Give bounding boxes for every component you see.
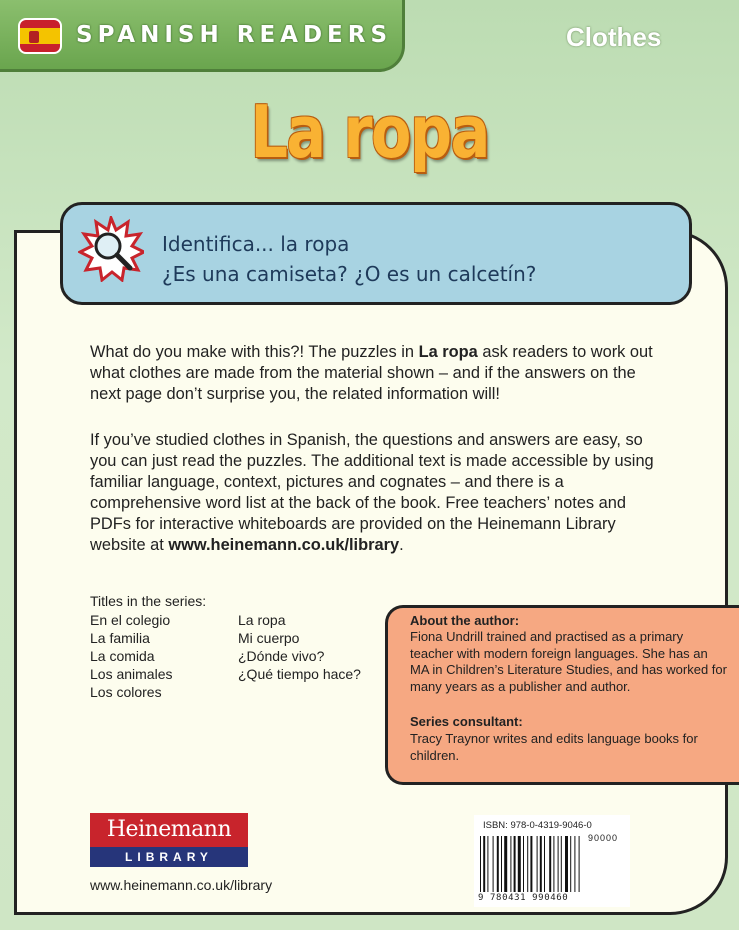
list-item: ¿Dónde vivo?	[238, 648, 325, 664]
identifica-line-1: Identifica... la ropa	[162, 232, 350, 256]
author-heading: About the author:	[410, 613, 520, 628]
series-title: SPANISH READERS	[76, 22, 393, 48]
identifica-line-2: ¿Es una camiseta? ¿O es un calcetín?	[162, 262, 537, 286]
description-paragraph-2	[90, 430, 670, 556]
p1-text-after: ask readers to work out what clothes are made from the material shown – and if the answers on the next page don’t surprise you, the related information will!	[90, 343, 653, 403]
price-code: 90000	[588, 833, 619, 843]
description-paragraph-1	[90, 342, 670, 405]
book-title: La ropa	[250, 90, 489, 174]
publisher-logo	[90, 813, 248, 869]
author-text: Fiona Undrill trained and practised as a primary teacher with modern foreign languages. She has an MA in Children’s Literature Studies, and has worked for many years as a publisher and author.	[410, 629, 727, 694]
titles-heading: Titles in the series:	[90, 593, 207, 609]
list-item: Los colores	[90, 684, 162, 700]
flag-crest	[29, 31, 39, 43]
isbn-label: ISBN: 978-0-4319-9046-0	[483, 820, 592, 831]
titles-list-col-2	[238, 611, 361, 683]
topic-label: Clothes	[566, 22, 662, 52]
list-item: La ropa	[238, 612, 286, 628]
footer-url: www.heinemann.co.uk/library	[90, 877, 273, 893]
list-item: ¿Qué tiempo hace?	[238, 666, 361, 682]
consultant-heading: Series consultant:	[410, 714, 523, 729]
logo-subtitle: LIBRARY	[90, 847, 248, 867]
magnifier-icon	[78, 216, 144, 282]
isbn-digits: 9 780431 990460	[478, 893, 569, 903]
logo-wordmark: Heinemann	[90, 813, 248, 847]
p2-text-after: .	[399, 536, 404, 554]
titles-list-col-1	[90, 611, 173, 701]
consultant-text: Tracy Traynor writes and edits language books for children.	[410, 731, 698, 763]
list-item: La comida	[90, 648, 155, 664]
identifica-box	[60, 202, 692, 305]
list-item: Mi cuerpo	[238, 630, 300, 646]
list-item: Los animales	[90, 666, 173, 682]
barcode-icon	[478, 836, 624, 892]
p1-book-title: La ropa	[418, 343, 478, 361]
list-item: La familia	[90, 630, 150, 646]
p1-text-before: What do you make with this?! The puzzles in	[90, 343, 419, 361]
spain-flag-icon	[18, 18, 62, 54]
p2-text-before: If you’ve studied clothes in Spanish, the questions and answers are easy, so you can just read the puzzles. The additional text is made accessible by using familiar language, context, pictures and cognates – and there is a comprehensive word list at the back of the book. Free teachers’ notes and PDFs for interactive whiteboards are provided on the Heinemann Library website at	[90, 431, 654, 554]
list-item: En el colegio	[90, 612, 171, 628]
website-link: www.heinemann.co.uk/library	[168, 536, 400, 554]
